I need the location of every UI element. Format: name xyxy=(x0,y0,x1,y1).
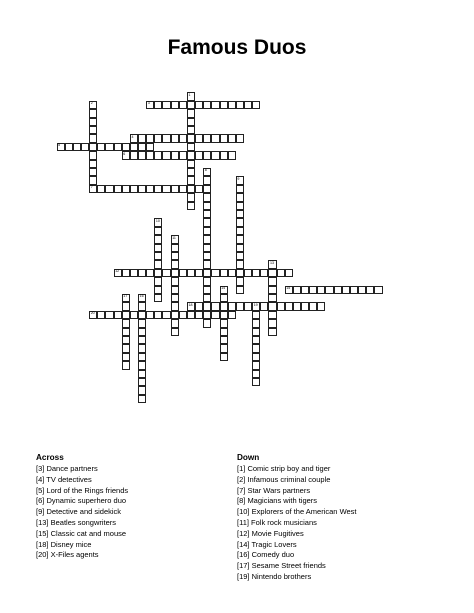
crossword-cell[interactable] xyxy=(236,227,244,235)
crossword-cell[interactable] xyxy=(236,176,244,184)
crossword-cell[interactable] xyxy=(154,252,162,260)
crossword-cell[interactable] xyxy=(89,185,97,193)
clue-number: 11 xyxy=(172,235,176,240)
crossword-cell[interactable] xyxy=(211,269,219,277)
clue-number: 20 xyxy=(90,311,95,316)
crossword-cell[interactable] xyxy=(146,311,154,319)
crossword-cell[interactable] xyxy=(97,311,105,319)
down-clue: [7] Star Wars partners xyxy=(237,485,311,495)
crossword-cell[interactable] xyxy=(236,185,244,193)
clue-number: 10 xyxy=(155,218,160,223)
crossword-cell[interactable] xyxy=(236,244,244,252)
crossword-cell[interactable] xyxy=(171,260,179,268)
clue-number: 14 xyxy=(221,285,226,290)
crossword-cell[interactable] xyxy=(236,260,244,268)
crossword-cell[interactable] xyxy=(211,302,219,310)
crossword-cell[interactable] xyxy=(236,302,244,310)
crossword-cell[interactable] xyxy=(130,185,138,193)
crossword-cell[interactable] xyxy=(130,143,138,151)
crossword-cell[interactable] xyxy=(285,302,293,310)
crossword-cell[interactable] xyxy=(293,286,301,294)
crossword-cell[interactable] xyxy=(309,302,317,310)
crossword-cell[interactable] xyxy=(252,353,260,361)
crossword-cell[interactable] xyxy=(65,143,73,151)
down-clue: [8] Magicians with tigers xyxy=(237,496,318,506)
crossword-cell[interactable] xyxy=(187,193,195,201)
crossword-cell[interactable] xyxy=(179,311,187,319)
crossword-cell[interactable] xyxy=(220,344,228,352)
crossword-cell[interactable] xyxy=(203,252,211,260)
crossword-cell[interactable] xyxy=(195,269,203,277)
across-clue: [3] Dance partners xyxy=(36,464,98,473)
crossword-cell[interactable] xyxy=(203,210,211,218)
crossword-cell[interactable] xyxy=(236,210,244,218)
crossword-cell[interactable] xyxy=(187,109,195,117)
crossword-cell[interactable] xyxy=(89,160,97,168)
across-clue: [6] Dynamic superhero duo xyxy=(36,496,127,506)
crossword-cell[interactable] xyxy=(138,336,146,344)
crossword-cell[interactable] xyxy=(122,319,130,327)
crossword-cell[interactable] xyxy=(57,143,65,151)
crossword-cell[interactable] xyxy=(122,344,130,352)
clue-number: 8 xyxy=(204,168,207,173)
clue-number: 15 xyxy=(286,285,291,290)
crossword-cell[interactable] xyxy=(97,185,105,193)
crossword-cell[interactable] xyxy=(187,101,195,109)
crossword-cell[interactable] xyxy=(138,269,146,277)
crossword-cell[interactable] xyxy=(252,302,260,310)
crossword-cell[interactable] xyxy=(301,302,309,310)
puzzle-title: Famous Duos xyxy=(167,36,307,59)
crossword-cell[interactable] xyxy=(350,286,358,294)
crossword-cell[interactable] xyxy=(154,311,162,319)
crossword-cell[interactable] xyxy=(203,101,211,109)
crossword-cell[interactable] xyxy=(171,328,179,336)
crossword-cell[interactable] xyxy=(195,302,203,310)
crossword-cell[interactable] xyxy=(260,302,268,310)
crossword-cell[interactable] xyxy=(187,302,195,310)
crossword-cell[interactable] xyxy=(122,302,130,310)
crossword-cell[interactable] xyxy=(252,328,260,336)
crossword-cell[interactable] xyxy=(154,218,162,226)
clue-number: 13 xyxy=(269,260,274,265)
crossword-cell[interactable] xyxy=(268,286,276,294)
crossword-cell[interactable] xyxy=(187,202,195,210)
crossword-cell[interactable] xyxy=(203,286,211,294)
crossword-cell[interactable] xyxy=(89,143,97,151)
crossword-cell[interactable] xyxy=(138,311,146,319)
crossword-cell[interactable] xyxy=(171,286,179,294)
crossword-cell[interactable] xyxy=(187,311,195,319)
crossword-cell[interactable] xyxy=(105,143,113,151)
crossword-cell[interactable] xyxy=(122,336,130,344)
crossword-cell[interactable] xyxy=(203,185,211,193)
crossword-cell[interactable] xyxy=(171,311,179,319)
crossword-cell[interactable] xyxy=(203,227,211,235)
crossword-cell[interactable] xyxy=(203,134,211,142)
crossword-cell[interactable] xyxy=(138,302,146,310)
crossword-cell[interactable] xyxy=(171,235,179,243)
crossword-cell[interactable] xyxy=(203,202,211,210)
crossword-cell[interactable] xyxy=(268,294,276,302)
crossword-cell[interactable] xyxy=(138,134,146,142)
crossword-cell[interactable] xyxy=(171,252,179,260)
crossword-cell[interactable] xyxy=(220,353,228,361)
crossword-cell[interactable] xyxy=(342,286,350,294)
crossword-cell[interactable] xyxy=(203,319,211,327)
crossword-cell[interactable] xyxy=(114,143,122,151)
down-clue: [1] Comic strip boy and tiger xyxy=(237,464,331,473)
crossword-cell[interactable] xyxy=(203,168,211,176)
crossword-cell[interactable] xyxy=(171,134,179,142)
crossword-cell[interactable] xyxy=(277,269,285,277)
crossword-cell[interactable] xyxy=(138,370,146,378)
crossword-cell[interactable] xyxy=(187,92,195,100)
crossword-cell[interactable] xyxy=(203,244,211,252)
crossword-cell[interactable] xyxy=(73,143,81,151)
crossword-cell[interactable] xyxy=(309,286,317,294)
crossword-cell[interactable] xyxy=(162,151,170,159)
crossword-cell[interactable] xyxy=(138,386,146,394)
crossword-cell[interactable] xyxy=(81,143,89,151)
crossword-cell[interactable] xyxy=(138,361,146,369)
crossword-cell[interactable] xyxy=(301,286,309,294)
crossword-cell[interactable] xyxy=(195,311,203,319)
crossword-cell[interactable] xyxy=(203,235,211,243)
crossword-cell[interactable] xyxy=(138,294,146,302)
crossword-cell[interactable] xyxy=(220,319,228,327)
crossword-cell[interactable] xyxy=(138,319,146,327)
crossword-cell[interactable] xyxy=(179,134,187,142)
crossword-cell[interactable] xyxy=(252,336,260,344)
crossword-cell[interactable] xyxy=(154,286,162,294)
crossword-cell[interactable] xyxy=(154,260,162,268)
crossword-cell[interactable] xyxy=(244,269,252,277)
crossword-cell[interactable] xyxy=(285,269,293,277)
crossword-cell[interactable] xyxy=(138,143,146,151)
crossword-cell[interactable] xyxy=(220,286,228,294)
crossword-cell[interactable] xyxy=(187,269,195,277)
crossword-cell[interactable] xyxy=(154,244,162,252)
crossword-cell[interactable] xyxy=(228,101,236,109)
crossword-cell[interactable] xyxy=(203,294,211,302)
crossword-cell[interactable] xyxy=(236,202,244,210)
crossword-cell[interactable] xyxy=(317,302,325,310)
crossword-cell[interactable] xyxy=(220,151,228,159)
crossword-cell[interactable] xyxy=(236,101,244,109)
crossword-cell[interactable] xyxy=(325,286,333,294)
crossword-cell[interactable] xyxy=(203,193,211,201)
across-clue: [18] Disney mice xyxy=(36,539,92,549)
crossword-cell[interactable] xyxy=(203,302,211,310)
crossword-cell[interactable] xyxy=(146,134,154,142)
crossword-cell[interactable] xyxy=(228,302,236,310)
crossword-cell[interactable] xyxy=(138,328,146,336)
crossword-cell[interactable] xyxy=(171,151,179,159)
crossword-cell[interactable] xyxy=(171,185,179,193)
crossword-cell[interactable] xyxy=(358,286,366,294)
crossword-cell[interactable] xyxy=(105,185,113,193)
crossword-cell[interactable] xyxy=(138,353,146,361)
crossword-cell[interactable] xyxy=(268,311,276,319)
crossword-cell[interactable] xyxy=(252,311,260,319)
crossword-cell[interactable] xyxy=(187,185,195,193)
crossword-cell[interactable] xyxy=(211,151,219,159)
crossword-cell[interactable] xyxy=(317,286,325,294)
clue-number: 2 xyxy=(90,101,93,106)
crossword-cell[interactable] xyxy=(252,101,260,109)
crossword-cell[interactable] xyxy=(179,101,187,109)
crossword-cell[interactable] xyxy=(171,269,179,277)
crossword-cell[interactable] xyxy=(203,311,211,319)
crossword-cell[interactable] xyxy=(252,361,260,369)
crossword-cell[interactable] xyxy=(89,134,97,142)
crossword-cell[interactable] xyxy=(195,185,203,193)
crossword-cell[interactable] xyxy=(146,151,154,159)
crossword-cell[interactable] xyxy=(203,277,211,285)
crossword-cell[interactable] xyxy=(122,185,130,193)
down-clue: [12] Movie Fugitives xyxy=(237,528,304,538)
crossword-cell[interactable] xyxy=(268,302,276,310)
clue-number: 19 xyxy=(253,302,258,307)
crossword-cell[interactable] xyxy=(187,151,195,159)
across-clue: [20] X-Files agents xyxy=(36,550,99,560)
crossword-cell[interactable] xyxy=(236,134,244,142)
crossword-cell[interactable] xyxy=(236,277,244,285)
crossword-cell[interactable] xyxy=(220,336,228,344)
crossword-cell[interactable] xyxy=(154,269,162,277)
crossword-cell[interactable] xyxy=(154,227,162,235)
crossword-cell[interactable] xyxy=(268,260,276,268)
down-clue: [16] Comedy duo xyxy=(237,550,295,560)
crossword-cell[interactable] xyxy=(236,235,244,243)
crossword-cell[interactable] xyxy=(220,134,228,142)
crossword-cell[interactable] xyxy=(138,395,146,403)
crossword-cell[interactable] xyxy=(162,269,170,277)
crossword-cell[interactable] xyxy=(220,311,228,319)
crossword-cell[interactable] xyxy=(203,151,211,159)
crossword-cell[interactable] xyxy=(138,344,146,352)
crossword-cell[interactable] xyxy=(220,294,228,302)
down-clue: [10] Explorers of the American West xyxy=(237,507,357,517)
crossword-cell[interactable] xyxy=(122,151,130,159)
crossword-cell[interactable] xyxy=(171,277,179,285)
crossword-cell[interactable] xyxy=(97,143,105,151)
crossword-cell[interactable] xyxy=(195,134,203,142)
crossword-cell[interactable] xyxy=(203,260,211,268)
crossword-cell[interactable] xyxy=(195,151,203,159)
crossword-cell[interactable] xyxy=(122,361,130,369)
crossword-cell[interactable] xyxy=(154,185,162,193)
crossword-cell[interactable] xyxy=(293,302,301,310)
crossword-cell[interactable] xyxy=(187,134,195,142)
clue-number: 1 xyxy=(188,92,191,97)
crossword-cell[interactable] xyxy=(89,168,97,176)
crossword-cell[interactable] xyxy=(89,109,97,117)
across-clue: [9] Detective and sidekick xyxy=(36,507,122,517)
crossword-cell[interactable] xyxy=(220,101,228,109)
crossword-cell[interactable] xyxy=(374,286,382,294)
crossword-cell[interactable] xyxy=(228,311,236,319)
crossword-cell[interactable] xyxy=(268,319,276,327)
crossword-cell[interactable] xyxy=(179,151,187,159)
crossword-cell[interactable] xyxy=(154,235,162,243)
down-clue: [11] Folk rock musicians xyxy=(237,517,317,527)
crossword-cell[interactable] xyxy=(244,101,252,109)
down-clue: [2] Infamous criminal couple xyxy=(237,474,331,484)
crossword-cell[interactable] xyxy=(122,143,130,151)
crossword-cell[interactable] xyxy=(203,176,211,184)
clue-number: 9 xyxy=(237,176,240,181)
crossword-cell[interactable] xyxy=(138,185,146,193)
crossword-cell[interactable] xyxy=(277,302,285,310)
crossword-cell[interactable] xyxy=(130,311,138,319)
crossword-cell[interactable] xyxy=(211,134,219,142)
down-clue: [14] Tragic Lovers xyxy=(237,539,297,549)
across-clue: [5] Lord of the Rings friends xyxy=(36,485,129,495)
crossword-cell[interactable] xyxy=(89,126,97,134)
crossword-cell[interactable] xyxy=(89,151,97,159)
crossword-cell[interactable] xyxy=(236,252,244,260)
crossword-cell[interactable] xyxy=(187,126,195,134)
crossword-cell[interactable] xyxy=(252,269,260,277)
crossword-cell[interactable] xyxy=(130,269,138,277)
clue-number: 17 xyxy=(123,294,128,299)
crossword-cell[interactable] xyxy=(334,286,342,294)
crossword-cell[interactable] xyxy=(146,143,154,151)
crossword-cell[interactable] xyxy=(220,302,228,310)
crossword-cell[interactable] xyxy=(146,185,154,193)
across-heading: Across xyxy=(36,453,64,462)
crossword-cell[interactable] xyxy=(171,101,179,109)
crossword-cell[interactable] xyxy=(179,185,187,193)
down-clues xyxy=(237,452,447,583)
crossword-cell[interactable] xyxy=(162,311,170,319)
crossword-cell[interactable] xyxy=(114,311,122,319)
clue-number: 16 xyxy=(139,294,144,299)
crossword-cell[interactable] xyxy=(252,344,260,352)
crossword-cell[interactable] xyxy=(171,294,179,302)
crossword-cell[interactable] xyxy=(154,294,162,302)
crossword-cell[interactable] xyxy=(252,378,260,386)
crossword-cell[interactable] xyxy=(138,151,146,159)
crossword-cell[interactable] xyxy=(228,269,236,277)
crossword-cell[interactable] xyxy=(89,118,97,126)
crossword-cell[interactable] xyxy=(122,328,130,336)
crossword-cell[interactable] xyxy=(244,302,252,310)
crossword-cell[interactable] xyxy=(252,370,260,378)
crossword-cell[interactable] xyxy=(220,328,228,336)
crossword-cell[interactable] xyxy=(171,302,179,310)
down-clue: [19] Nintendo brothers xyxy=(237,571,312,581)
crossword-cell[interactable] xyxy=(138,378,146,386)
crossword-cell[interactable] xyxy=(187,168,195,176)
crossword-cell[interactable] xyxy=(268,269,276,277)
crossword-cell[interactable] xyxy=(236,286,244,294)
crossword-cell[interactable] xyxy=(89,311,97,319)
clue-number: 5 xyxy=(58,143,61,148)
crossword-cell[interactable] xyxy=(146,269,154,277)
crossword-cell[interactable] xyxy=(154,134,162,142)
crossword-cell[interactable] xyxy=(228,134,236,142)
crossword-cell[interactable] xyxy=(220,269,228,277)
crossword-cell[interactable] xyxy=(187,160,195,168)
crossword-cell[interactable] xyxy=(130,151,138,159)
crossword-cell[interactable] xyxy=(89,176,97,184)
crossword-cell[interactable] xyxy=(236,218,244,226)
crossword-cell[interactable] xyxy=(162,134,170,142)
crossword-cell[interactable] xyxy=(203,218,211,226)
crossword-cell[interactable] xyxy=(236,193,244,201)
crossword-cell[interactable] xyxy=(203,269,211,277)
clue-number: 4 xyxy=(131,134,134,139)
crossword-cell[interactable] xyxy=(171,244,179,252)
clue-number: 6 xyxy=(123,151,126,156)
across-clue: [15] Classic cat and mouse xyxy=(36,528,127,538)
crossword-cell[interactable] xyxy=(89,101,97,109)
crossword-cell[interactable] xyxy=(187,176,195,184)
clue-number: 18 xyxy=(188,302,193,307)
crossword-cell[interactable] xyxy=(114,185,122,193)
down-clue: [17] Sesame Street friends xyxy=(237,561,326,571)
crossword-cell[interactable] xyxy=(187,118,195,126)
crossword-cell[interactable] xyxy=(211,311,219,319)
crossword-cell[interactable] xyxy=(268,328,276,336)
crossword-cell[interactable] xyxy=(211,101,219,109)
crossword-cell[interactable] xyxy=(122,269,130,277)
crossword-cell[interactable] xyxy=(268,277,276,285)
across-clues xyxy=(36,452,226,561)
crossword-cell[interactable] xyxy=(260,269,268,277)
crossword-cell[interactable] xyxy=(228,151,236,159)
crossword-cell[interactable] xyxy=(162,185,170,193)
clue-number: 12 xyxy=(115,269,120,274)
crossword-cell[interactable] xyxy=(285,286,293,294)
across-clue: [13] Beatles songwriters xyxy=(36,517,117,527)
clue-number: 3 xyxy=(147,101,150,106)
crossword-cell[interactable] xyxy=(122,294,130,302)
crossword-cell[interactable] xyxy=(154,151,162,159)
crossword-cell[interactable] xyxy=(195,101,203,109)
crossword-cell[interactable] xyxy=(154,277,162,285)
crossword-cell[interactable] xyxy=(236,269,244,277)
crossword-cell[interactable] xyxy=(162,101,170,109)
clue-number: 7 xyxy=(90,185,93,190)
crossword-cell[interactable] xyxy=(130,134,138,142)
down-heading: Down xyxy=(237,453,260,462)
crossword-cell[interactable] xyxy=(105,311,113,319)
crossword-cell[interactable] xyxy=(366,286,374,294)
crossword-cell[interactable] xyxy=(252,319,260,327)
crossword-cell[interactable] xyxy=(154,101,162,109)
across-clue: [4] TV detectives xyxy=(36,474,92,484)
crossword-cell[interactable] xyxy=(122,311,130,319)
crossword-cell[interactable] xyxy=(179,269,187,277)
crossword-cell[interactable] xyxy=(171,319,179,327)
crossword-cell[interactable] xyxy=(122,353,130,361)
crossword-cell[interactable] xyxy=(114,269,122,277)
crossword-cell[interactable] xyxy=(187,143,195,151)
crossword-cell[interactable] xyxy=(146,101,154,109)
